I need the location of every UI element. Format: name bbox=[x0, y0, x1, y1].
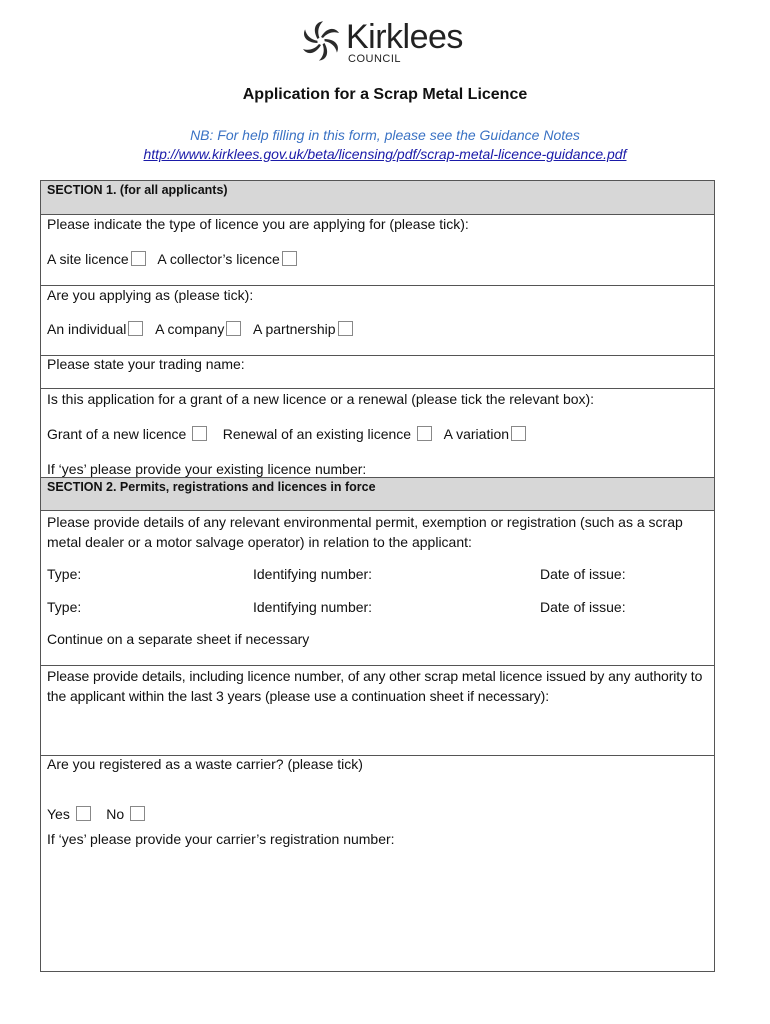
page-title: Application for a Scrap Metal Licence bbox=[242, 86, 528, 103]
continue-note: Continue on a separate sheet if necessary bbox=[47, 631, 310, 647]
site-licence-label: A site licence bbox=[47, 251, 129, 267]
applying-as-question: Are you applying as (please tick): bbox=[47, 287, 254, 303]
permit1-type-label[interactable]: Type: bbox=[47, 566, 82, 582]
help-note: NB: For help filling in this form, please see the Guidance Notes bbox=[190, 127, 580, 143]
renewal-label: Renewal of an existing licence bbox=[222, 426, 412, 442]
permit2-type-label[interactable]: Type: bbox=[47, 599, 82, 615]
kirklees-swirl-icon bbox=[300, 20, 342, 62]
renewal-checkbox[interactable] bbox=[417, 426, 432, 441]
grant-options bbox=[47, 426, 526, 442]
no-label: No bbox=[106, 806, 125, 822]
yes-checkbox[interactable] bbox=[76, 806, 91, 821]
waste-carrier-options bbox=[47, 806, 145, 822]
individual-label: An individual bbox=[47, 321, 127, 337]
logo-name: Kirklees bbox=[346, 18, 463, 56]
applying-as-options bbox=[47, 321, 353, 337]
variation-checkbox[interactable] bbox=[511, 426, 526, 441]
permit2-date-label[interactable]: Date of issue: bbox=[540, 599, 626, 615]
other-licences-question[interactable]: Please provide details, including licence number, of any other scrap metal licence issued by any authority to the applicant within the last 3 years (please use a continuation sheet if necessary): bbox=[47, 668, 703, 704]
licence-type-options bbox=[47, 251, 297, 267]
partnership-checkbox[interactable] bbox=[338, 321, 353, 336]
trading-name-field[interactable]: Please state your trading name: bbox=[47, 356, 245, 372]
collector-licence-checkbox[interactable] bbox=[282, 251, 297, 266]
licence-type-question: Please indicate the type of licence you are applying for (please tick): bbox=[47, 216, 469, 232]
permit2-id-label[interactable]: Identifying number: bbox=[253, 599, 373, 615]
permit1-id-label[interactable]: Identifying number: bbox=[253, 566, 373, 582]
collector-licence-label: A collector’s licence bbox=[157, 251, 280, 267]
company-checkbox[interactable] bbox=[226, 321, 241, 336]
yes-label: Yes bbox=[47, 806, 70, 822]
guidance-link[interactable]: http://www.kirklees.gov.uk/beta/licensing/pdf/scrap-metal-licence-guidance.pdf bbox=[143, 146, 627, 162]
existing-licence-field[interactable]: If ‘yes’ please provide your existing licence number: bbox=[47, 461, 367, 477]
grant-question: Is this application for a grant of a new licence or a renewal (please tick the relevant box): bbox=[47, 391, 595, 407]
waste-carrier-question: Are you registered as a waste carrier? (please tick) bbox=[47, 756, 363, 772]
carrier-number-field[interactable]: If ‘yes’ please provide your carrier’s registration number: bbox=[47, 831, 395, 847]
site-licence-checkbox[interactable] bbox=[131, 251, 146, 266]
permit1-date-label[interactable]: Date of issue: bbox=[540, 566, 626, 582]
partnership-label: A partnership bbox=[253, 321, 336, 337]
variation-label: A variation bbox=[443, 426, 510, 442]
logo-subtitle: COUNCIL bbox=[348, 53, 402, 65]
individual-checkbox[interactable] bbox=[128, 321, 143, 336]
new-licence-label: Grant of a new licence bbox=[47, 426, 187, 442]
divider bbox=[41, 285, 714, 286]
no-checkbox[interactable] bbox=[130, 806, 145, 821]
section1-heading: SECTION 1. (for all applicants) bbox=[41, 181, 714, 215]
kirklees-logo bbox=[300, 20, 490, 66]
permits-question: Please provide details of any relevant environmental permit, exemption or registration (such as a scrap metal dealer or a motor salvage operator) in relation to the applicant: bbox=[47, 514, 683, 550]
divider bbox=[41, 388, 714, 389]
application-form bbox=[40, 180, 715, 972]
company-label: A company bbox=[155, 321, 225, 337]
section2-heading: SECTION 2. Permits, registrations and licences in force bbox=[41, 477, 714, 511]
new-licence-checkbox[interactable] bbox=[192, 426, 207, 441]
